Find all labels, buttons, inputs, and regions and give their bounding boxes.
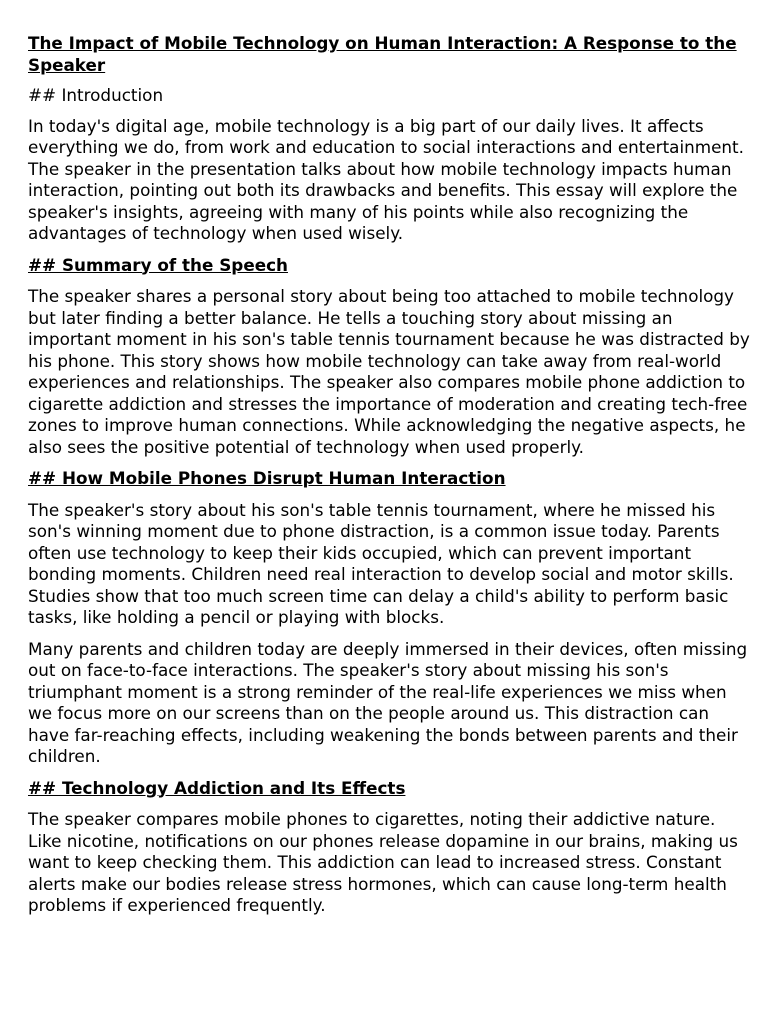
section-heading-addiction: ## Technology Addiction and Its Effects	[28, 777, 406, 798]
document-page	[28, 33, 750, 927]
section-heading-introduction: ## Introduction	[28, 85, 164, 105]
document-title: The Impact of Mobile Technology on Human Interaction: A Response to the Speaker	[28, 33, 737, 75]
disruption-paragraph-2: Many parents and children today are deeply immersed in their devices, often missing out on face-to-face interactions. The speaker's story about missing his son's triumphant moment is a strong reminder of the real-life experiences we miss when we focus more on our screens than on the people around us. This distraction can have far-reaching effects, including weakening the bonds between parents and their children.	[28, 638, 748, 766]
section-heading-summary: ## Summary of the Speech	[28, 254, 288, 275]
section-heading-disruption: ## How Mobile Phones Disrupt Human Interaction	[28, 468, 506, 488]
disruption-paragraph-1: The speaker's story about his son's table tennis tournament, where he missed his son's winning moment due to phone distraction, is a common issue today. Parents often use technology to keep their kids occupied, which can prevent important bonding moments. Children need real interaction to develop social and motor skills. Studies show that too much screen time can delay a child's ability to perform basic tasks, like holding a pencil or playing with blocks.	[28, 499, 734, 627]
addiction-paragraph: The speaker compares mobile phones to cigarettes, noting their addictive nature. Like nicotine, notifications on our phones release dopamine in our brains, making us want to keep checking them. This addiction can lead to increased stress. Constant alerts make our bodies release stress hormones, which can cause long-term health problems if experienced frequently.	[28, 809, 738, 915]
introduction-paragraph: In today's digital age, mobile technology is a big part of our daily lives. It affects everything we do, from work and education to social interactions and entertainment. The speaker in the presentation talks about how mobile technology impacts human interaction, pointing out both its drawbacks and benefits. This essay will explore the speaker's insights, agreeing with many of his points while also recognizing the advantages of technology when used wisely.	[28, 115, 744, 243]
summary-paragraph: The speaker shares a personal story about being too attached to mobile technology but later finding a better balance. He tells a touching story about missing an important moment in his son's table tennis tournament because he was distracted by his phone. This story shows how mobile technology can take away from real-world experiences and relationships. The speaker also compares mobile phone addiction to cigarette addiction and stresses the importance of moderation and creating tech-free zones to improve human connections. While acknowledging the negative aspects, he also sees the positive potential of technology when used properly.	[28, 286, 750, 457]
